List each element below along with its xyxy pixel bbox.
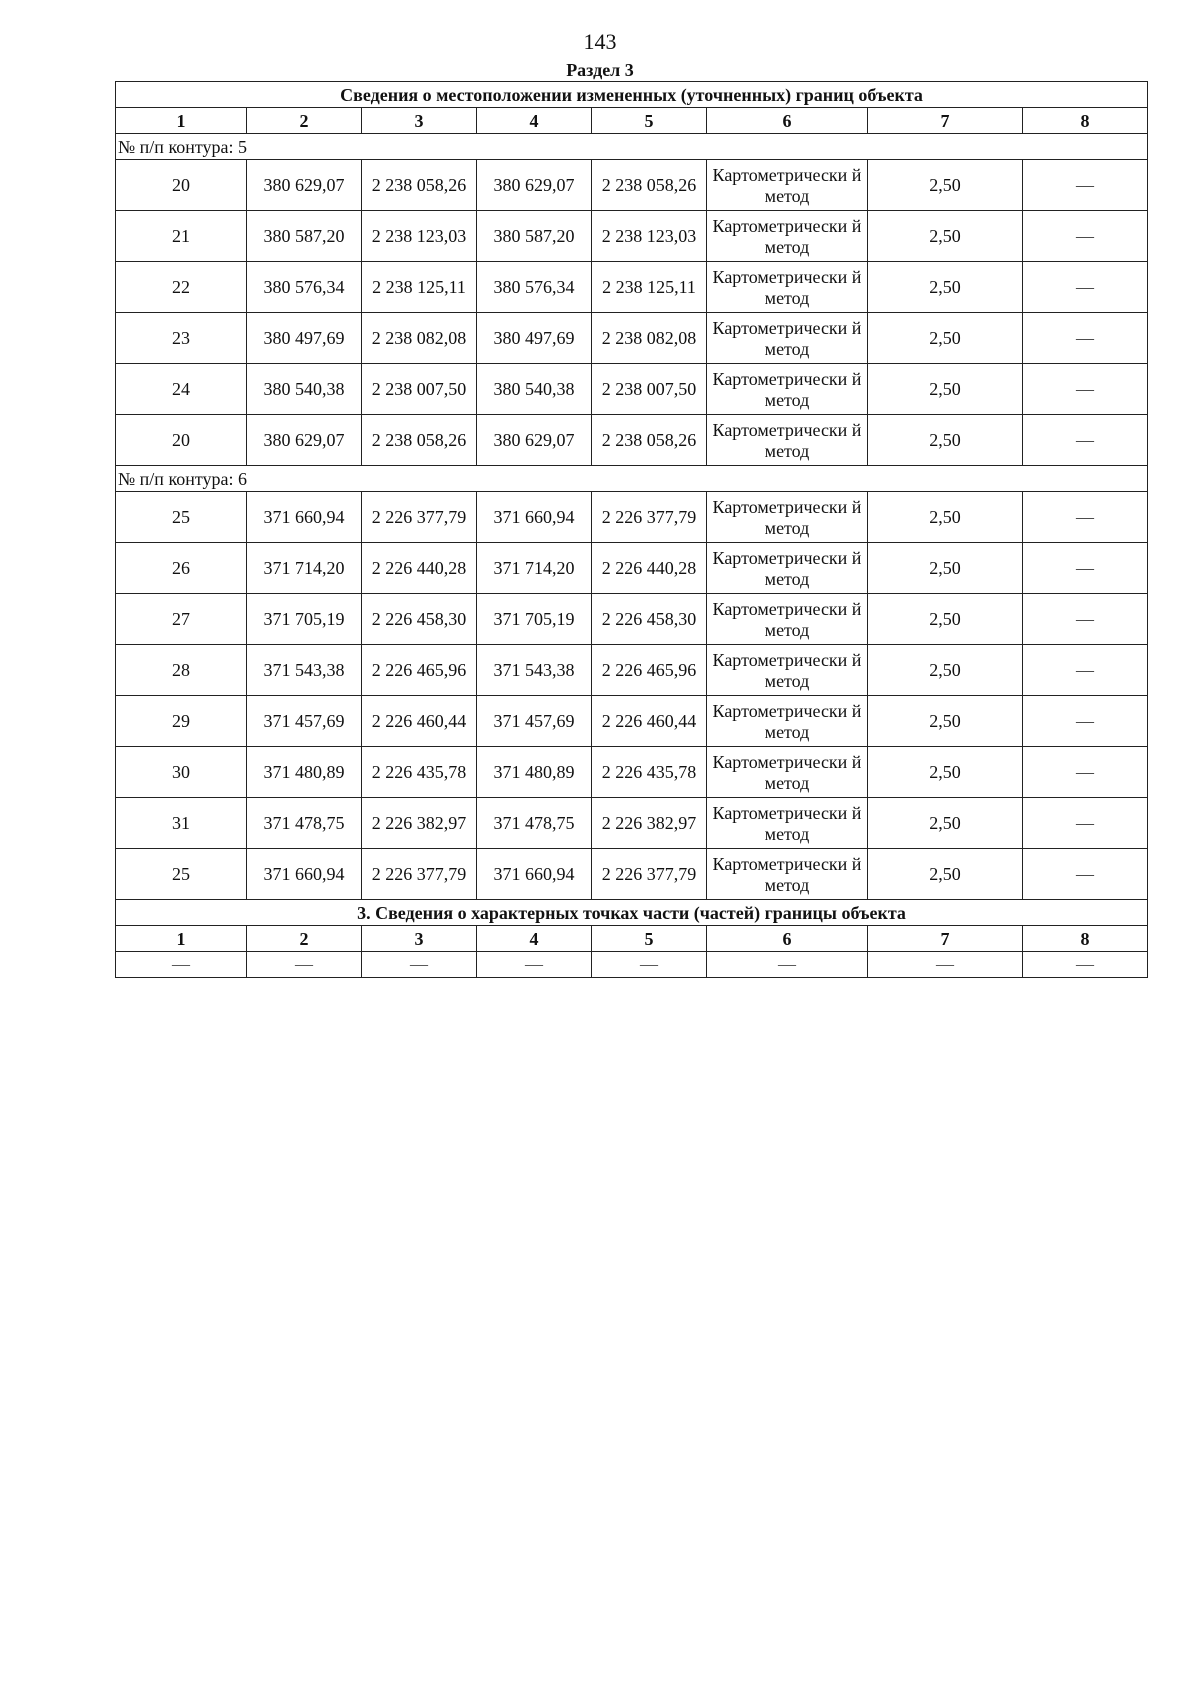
point-number-cell: 24 xyxy=(116,364,247,415)
x-new-cell: 380 629,07 xyxy=(477,415,592,466)
accuracy-cell: 2,50 xyxy=(868,313,1023,364)
empty-cell: — xyxy=(868,952,1023,978)
column-number: 3 xyxy=(362,108,477,134)
column-number: 1 xyxy=(116,108,247,134)
y-new-cell: 2 238 123,03 xyxy=(592,211,707,262)
x-old-cell: 380 576,34 xyxy=(247,262,362,313)
x-new-cell: 380 497,69 xyxy=(477,313,592,364)
method-cell: Картометрически й метод xyxy=(707,594,868,645)
column-number: 4 xyxy=(477,108,592,134)
table-title: Сведения о местоположении измененных (уточненных) границ объекта xyxy=(116,82,1148,108)
x-old-cell: 371 660,94 xyxy=(247,492,362,543)
x-new-cell: 371 660,94 xyxy=(477,849,592,900)
column-number: 3 xyxy=(362,926,477,952)
x-old-cell: 380 629,07 xyxy=(247,160,362,211)
contour-label-row xyxy=(116,466,1148,492)
accuracy-cell: 2,50 xyxy=(868,543,1023,594)
column-number: 1 xyxy=(116,926,247,952)
table-row xyxy=(116,364,1148,415)
y-old-cell: 2 226 382,97 xyxy=(362,798,477,849)
column-number: 2 xyxy=(247,926,362,952)
description-cell: — xyxy=(1023,798,1148,849)
accuracy-cell: 2,50 xyxy=(868,262,1023,313)
method-cell: Картометрически й метод xyxy=(707,645,868,696)
x-new-cell: 380 587,20 xyxy=(477,211,592,262)
table-row xyxy=(116,849,1148,900)
table-row xyxy=(116,952,1148,978)
table-row xyxy=(116,645,1148,696)
x-old-cell: 371 543,38 xyxy=(247,645,362,696)
x-old-cell: 371 714,20 xyxy=(247,543,362,594)
accuracy-cell: 2,50 xyxy=(868,645,1023,696)
y-old-cell: 2 226 440,28 xyxy=(362,543,477,594)
method-cell: Картометрически й метод xyxy=(707,798,868,849)
x-new-cell: 371 705,19 xyxy=(477,594,592,645)
contour-label-row xyxy=(116,134,1148,160)
x-new-cell: 380 629,07 xyxy=(477,160,592,211)
description-cell: — xyxy=(1023,211,1148,262)
table-row xyxy=(116,492,1148,543)
y-new-cell: 2 226 382,97 xyxy=(592,798,707,849)
y-new-cell: 2 238 058,26 xyxy=(592,160,707,211)
table-row xyxy=(116,747,1148,798)
table-row xyxy=(116,543,1148,594)
section-heading: Раздел 3 xyxy=(566,60,634,80)
y-old-cell: 2 226 377,79 xyxy=(362,492,477,543)
accuracy-cell: 2,50 xyxy=(868,364,1023,415)
table-row xyxy=(116,696,1148,747)
y-new-cell: 2 226 460,44 xyxy=(592,696,707,747)
point-number-cell: 25 xyxy=(116,492,247,543)
point-number-cell: 31 xyxy=(116,798,247,849)
main-column-number-row xyxy=(116,108,1148,134)
description-cell: — xyxy=(1023,313,1148,364)
contour-label: № п/п контура: 5 xyxy=(116,134,1148,160)
method-cell: Картометрически й метод xyxy=(707,364,868,415)
x-new-cell: 371 660,94 xyxy=(477,492,592,543)
y-old-cell: 2 238 058,26 xyxy=(362,160,477,211)
x-old-cell: 380 629,07 xyxy=(247,415,362,466)
description-cell: — xyxy=(1023,415,1148,466)
point-number-cell: 21 xyxy=(116,211,247,262)
description-cell: — xyxy=(1023,492,1148,543)
empty-cell: — xyxy=(362,952,477,978)
table-row xyxy=(116,594,1148,645)
description-cell: — xyxy=(1023,645,1148,696)
accuracy-cell: 2,50 xyxy=(868,492,1023,543)
table-body xyxy=(116,82,1148,978)
y-new-cell: 2 226 440,28 xyxy=(592,543,707,594)
x-new-cell: 380 540,38 xyxy=(477,364,592,415)
x-old-cell: 380 587,20 xyxy=(247,211,362,262)
point-number-cell: 30 xyxy=(116,747,247,798)
x-new-cell: 380 576,34 xyxy=(477,262,592,313)
method-cell: Картометрически й метод xyxy=(707,313,868,364)
y-old-cell: 2 226 465,96 xyxy=(362,645,477,696)
accuracy-cell: 2,50 xyxy=(868,696,1023,747)
x-new-cell: 371 480,89 xyxy=(477,747,592,798)
x-old-cell: 380 497,69 xyxy=(247,313,362,364)
description-cell: — xyxy=(1023,696,1148,747)
method-cell: Картометрически й метод xyxy=(707,543,868,594)
part-section-title-row xyxy=(116,900,1148,926)
y-old-cell: 2 238 058,26 xyxy=(362,415,477,466)
point-number-cell: 22 xyxy=(116,262,247,313)
accuracy-cell: 2,50 xyxy=(868,594,1023,645)
point-number-cell: 23 xyxy=(116,313,247,364)
accuracy-cell: 2,50 xyxy=(868,211,1023,262)
description-cell: — xyxy=(1023,262,1148,313)
x-new-cell: 371 714,20 xyxy=(477,543,592,594)
column-number: 7 xyxy=(868,108,1023,134)
y-new-cell: 2 226 465,96 xyxy=(592,645,707,696)
description-cell: — xyxy=(1023,594,1148,645)
y-old-cell: 2 226 435,78 xyxy=(362,747,477,798)
x-old-cell: 371 478,75 xyxy=(247,798,362,849)
method-cell: Картометрически й метод xyxy=(707,747,868,798)
y-old-cell: 2 238 007,50 xyxy=(362,364,477,415)
y-new-cell: 2 238 125,11 xyxy=(592,262,707,313)
x-old-cell: 371 457,69 xyxy=(247,696,362,747)
y-new-cell: 2 226 377,79 xyxy=(592,849,707,900)
column-number: 5 xyxy=(592,108,707,134)
method-cell: Картометрически й метод xyxy=(707,160,868,211)
empty-cell: — xyxy=(592,952,707,978)
page-number: 143 xyxy=(583,29,617,54)
description-cell: — xyxy=(1023,543,1148,594)
y-new-cell: 2 238 058,26 xyxy=(592,415,707,466)
point-number-cell: 26 xyxy=(116,543,247,594)
y-old-cell: 2 238 125,11 xyxy=(362,262,477,313)
method-cell: Картометрически й метод xyxy=(707,849,868,900)
column-number: 8 xyxy=(1023,108,1148,134)
table-title-row xyxy=(116,82,1148,108)
y-old-cell: 2 238 123,03 xyxy=(362,211,477,262)
y-old-cell: 2 226 377,79 xyxy=(362,849,477,900)
table-row xyxy=(116,313,1148,364)
column-number: 6 xyxy=(707,108,868,134)
y-new-cell: 2 226 377,79 xyxy=(592,492,707,543)
table-row xyxy=(116,211,1148,262)
description-cell: — xyxy=(1023,849,1148,900)
x-old-cell: 371 480,89 xyxy=(247,747,362,798)
empty-cell: — xyxy=(707,952,868,978)
accuracy-cell: 2,50 xyxy=(868,849,1023,900)
y-old-cell: 2 238 082,08 xyxy=(362,313,477,364)
method-cell: Картометрически й метод xyxy=(707,492,868,543)
description-cell: — xyxy=(1023,160,1148,211)
part-column-number-row xyxy=(116,926,1148,952)
x-new-cell: 371 457,69 xyxy=(477,696,592,747)
x-old-cell: 371 660,94 xyxy=(247,849,362,900)
description-cell: — xyxy=(1023,747,1148,798)
point-number-cell: 28 xyxy=(116,645,247,696)
method-cell: Картометрически й метод xyxy=(707,415,868,466)
method-cell: Картометрически й метод xyxy=(707,696,868,747)
accuracy-cell: 2,50 xyxy=(868,747,1023,798)
column-number: 2 xyxy=(247,108,362,134)
column-number: 5 xyxy=(592,926,707,952)
method-cell: Картометрически й метод xyxy=(707,211,868,262)
point-number-cell: 29 xyxy=(116,696,247,747)
contour-label: № п/п контура: 6 xyxy=(116,466,1148,492)
x-old-cell: 380 540,38 xyxy=(247,364,362,415)
column-number: 8 xyxy=(1023,926,1148,952)
column-number: 6 xyxy=(707,926,868,952)
x-new-cell: 371 478,75 xyxy=(477,798,592,849)
point-number-cell: 20 xyxy=(116,415,247,466)
part-section-title: 3. Сведения о характерных точках части (частей) границы объекта xyxy=(116,900,1148,926)
accuracy-cell: 2,50 xyxy=(868,798,1023,849)
accuracy-cell: 2,50 xyxy=(868,415,1023,466)
boundary-table xyxy=(115,81,1148,978)
point-number-cell: 25 xyxy=(116,849,247,900)
y-old-cell: 2 226 458,30 xyxy=(362,594,477,645)
table-row xyxy=(116,415,1148,466)
description-cell: — xyxy=(1023,364,1148,415)
y-old-cell: 2 226 460,44 xyxy=(362,696,477,747)
point-number-cell: 27 xyxy=(116,594,247,645)
table-row xyxy=(116,262,1148,313)
method-cell: Картометрически й метод xyxy=(707,262,868,313)
y-new-cell: 2 226 458,30 xyxy=(592,594,707,645)
column-number: 4 xyxy=(477,926,592,952)
accuracy-cell: 2,50 xyxy=(868,160,1023,211)
y-new-cell: 2 238 082,08 xyxy=(592,313,707,364)
empty-cell: — xyxy=(116,952,247,978)
table-row xyxy=(116,160,1148,211)
x-new-cell: 371 543,38 xyxy=(477,645,592,696)
x-old-cell: 371 705,19 xyxy=(247,594,362,645)
table-row xyxy=(116,798,1148,849)
y-new-cell: 2 238 007,50 xyxy=(592,364,707,415)
empty-cell: — xyxy=(1023,952,1148,978)
column-number: 7 xyxy=(868,926,1023,952)
point-number-cell: 20 xyxy=(116,160,247,211)
y-new-cell: 2 226 435,78 xyxy=(592,747,707,798)
empty-cell: — xyxy=(247,952,362,978)
empty-cell: — xyxy=(477,952,592,978)
